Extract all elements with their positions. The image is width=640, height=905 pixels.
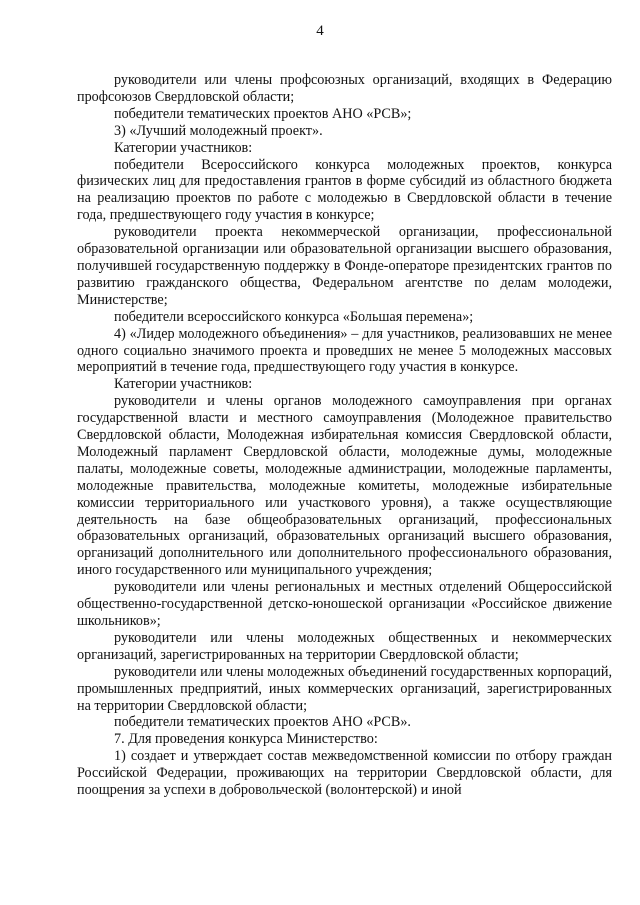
paragraph-corporate-youth-members: руководители или члены молодежных объединений государственных корпораций, промышленных предприятий, иных коммерческих организаций, зарегистрированных на территории Свердловской области; <box>77 663 612 714</box>
document-body <box>77 72 612 799</box>
paragraph-ngo-members: руководители или члены молодежных общественных и некоммерческих организаций, зарегистрированных на территории Свердловской области; <box>77 629 612 663</box>
paragraph-commission-creation: 1) создает и утверждает состав межведомственной комиссии по отбору граждан Российской Федерации, проживающих на территории Свердловской области, для поощрения за успехи в добровольческой (волонтерской) и иной <box>77 748 612 799</box>
page-number: 4 <box>316 23 324 39</box>
paragraph-participant-categories-1: Категории участников: <box>114 139 253 156</box>
paragraph-contest-winners: победители Всероссийского конкурса молодежных проектов, конкурса физических лиц для предоставления грантов в форме субсидий из областного бюджета на реализацию проектов по работе с молодежью в Свердловской области в течение года, предшествующего году участия в конкурсе; <box>77 156 612 224</box>
paragraph-big-change-winners: победители всероссийского конкурса «Большая перемена»; <box>114 308 474 325</box>
paragraph-rsv-winners-1: победители тематических проектов АНО «РСВ»; <box>114 105 412 122</box>
paragraph-nomination-youth-leader: 4) «Лидер молодежного объединения» – для участников, реализовавших не менее одного социально значимого проекта и проведших не менее 5 молодежных массовых мероприятий в течение года, предшествующего году участия в конкурсе. <box>77 325 612 376</box>
paragraph-participant-categories-2: Категории участников: <box>114 376 253 393</box>
paragraph-project-leaders: руководители проекта некоммерческой организации, профессиональной образовательной организации или образовательной организации высшего образования, получившей государственную поддержку в Фонде-операторе президентских грантов по развитию гражданского общества, Федеральном агентстве по делам молодежи, Министерстве; <box>77 224 612 308</box>
paragraph-rsv-winners-2: победители тематических проектов АНО «РСВ». <box>114 714 411 731</box>
paragraph-trade-union-members: руководители или члены профсоюзных организаций, входящих в Федерацию профсоюзов Свердловской области; <box>77 72 612 105</box>
paragraph-ministry-duties: 7. Для проведения конкурса Министерство: <box>114 731 378 748</box>
paragraph-rdsh-members: руководители или члены региональных и местных отделений Общероссийской общественно-государственной детско-юношеской организации «Российское движение школьников»; <box>77 579 612 629</box>
paragraph-nomination-best-project: 3) «Лучший молодежный проект». <box>114 122 323 139</box>
paragraph-self-government-members: руководители и члены органов молодежного самоуправления при органах государственной власти и местного самоуправления (Молодежное правительство Свердловской области, Молодежная избирательная комиссия Свердловской области, Молодежный парламент Свердловской области, молодежные думы, молодежные палаты, молодежные советы, молодежные администрации, молодежные парламенты, молодежные правительства, молодежные комитеты, молодежные избирательные комиссии территориального или участкового уровня), а также осуществляющие деятельность на базе общеобразовательных организаций, профессиональных образовательных организаций, образовательных организаций высшего образования, организаций дополнительного или дополнительного профессионального образования, иного государственного или муниципального учреждения; <box>77 393 612 579</box>
